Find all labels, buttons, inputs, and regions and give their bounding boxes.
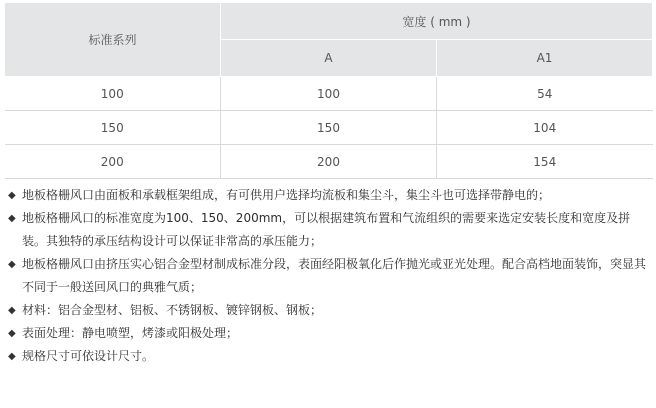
cell-a: 100 [221,77,437,111]
header-width: 宽度 ( mm ) [221,3,653,40]
feature-list [8,184,648,368]
list-item [8,299,648,322]
cell-a: 150 [221,111,437,145]
feature-text: 地板格栅风口由挤压实心铝合金型材制成标准分段，表面经阳极氧化后作抛光或亚光处理。配合高档地面装饰，突显其不同于一般送回风口的典雅气质； [22,257,647,294]
cell-a1: 54 [437,77,653,111]
cell-a: 200 [221,145,437,179]
list-item [8,184,648,207]
table-body [5,77,653,179]
diamond-icon: ◆ [8,259,16,270]
list-item [8,322,648,345]
cell-a1: 104 [437,111,653,145]
feature-text: 地板格栅风口的标准宽度为100、150、200mm，可以根据建筑布置和气流组织的需要来选定安装长度和宽度及拼装。其独特的承压结构设计可以保证非常高的承压能力； [22,211,631,248]
list-item [8,253,648,299]
cell-series: 200 [5,145,221,179]
header-a: A [221,40,437,77]
diamond-icon: ◆ [8,328,16,339]
cell-a1: 154 [437,145,653,179]
table-row [5,111,653,145]
diamond-icon: ◆ [8,190,16,201]
cell-series: 100 [5,77,221,111]
feature-text: 表面处理：静电喷塑，烤漆或阳极处理； [22,326,239,340]
table-header [5,3,653,77]
feature-text: 材料：铝合金型材、铝板、不锈钢板、镀锌钢板、钢板； [22,303,323,317]
table-row [5,145,653,179]
diamond-icon: ◆ [8,351,16,362]
list-item [8,345,648,368]
feature-text: 地板格栅风口由面板和承载框架组成，有可供用户选择均流板和集尘斗，集尘斗也可选择带静电的； [22,188,551,202]
diamond-icon: ◆ [8,213,16,224]
header-a1: A1 [437,40,653,77]
table-row [5,77,653,111]
cell-series: 150 [5,111,221,145]
header-series: 标准系列 [5,3,221,77]
spec-table [4,2,653,179]
feature-text: 规格尺寸可依设计尺寸。 [22,349,155,363]
list-item [8,207,648,253]
diamond-icon: ◆ [8,305,16,316]
